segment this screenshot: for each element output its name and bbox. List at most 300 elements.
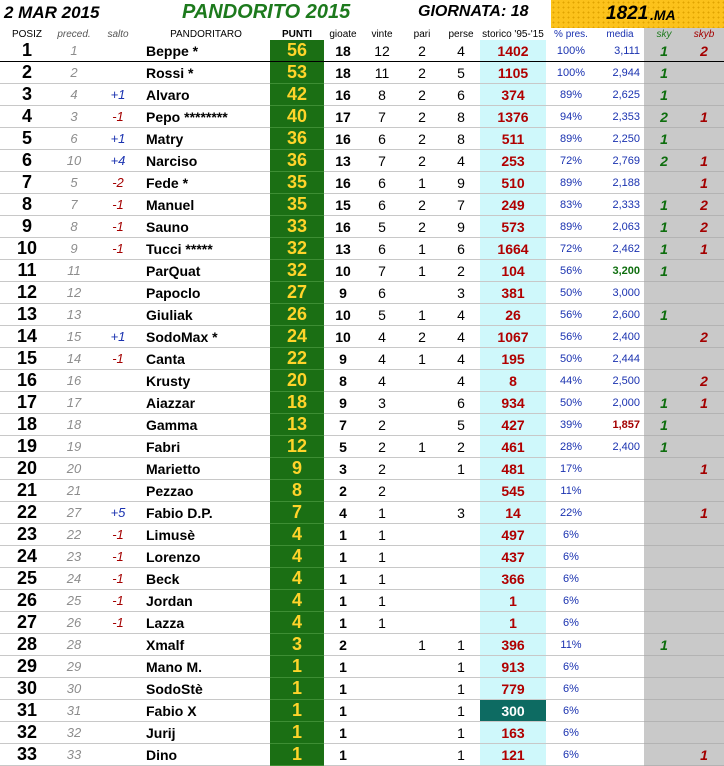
historic-cell: 427 xyxy=(480,414,546,436)
previous-position-cell: 2 xyxy=(54,62,94,84)
sky-cell xyxy=(644,326,684,348)
skyb-cell: 1 xyxy=(684,744,724,766)
table-row xyxy=(0,744,724,766)
won-cell: 6 xyxy=(362,282,402,304)
position-cell: 18 xyxy=(0,414,54,436)
position-cell: 32 xyxy=(0,722,54,744)
sky-cell xyxy=(644,480,684,502)
lost-cell: 9 xyxy=(442,172,480,194)
attendance-cell: 6% xyxy=(546,568,596,590)
points-cell: 33 xyxy=(270,216,324,238)
historic-cell: 573 xyxy=(480,216,546,238)
points-cell: 22 xyxy=(270,348,324,370)
position-change-cell: -1 xyxy=(94,194,142,216)
draw-cell xyxy=(402,480,442,502)
skyb-cell: 1 xyxy=(684,392,724,414)
col-preced: preced. xyxy=(57,28,91,40)
col-giocate: gioate xyxy=(329,28,357,40)
lost-cell: 1 xyxy=(442,722,480,744)
played-cell: 3 xyxy=(324,458,362,480)
played-cell: 17 xyxy=(324,106,362,128)
position-cell: 31 xyxy=(0,700,54,722)
position-change-cell xyxy=(94,40,142,62)
skyb-cell xyxy=(684,128,724,150)
table-row xyxy=(0,194,724,216)
player-name-cell: Aiazzar xyxy=(142,392,270,414)
draw-cell xyxy=(402,546,442,568)
skyb-cell: 2 xyxy=(684,216,724,238)
position-cell: 13 xyxy=(0,304,54,326)
standings-table xyxy=(0,28,724,766)
attendance-cell: 6% xyxy=(546,546,596,568)
average-cell: 2,250 xyxy=(596,128,644,150)
points-cell: 4 xyxy=(270,546,324,568)
previous-position-cell: 9 xyxy=(54,238,94,260)
draw-cell: 1 xyxy=(402,304,442,326)
skyb-cell: 1 xyxy=(684,150,724,172)
draw-cell xyxy=(402,458,442,480)
draw-cell xyxy=(402,678,442,700)
historic-cell: 249 xyxy=(480,194,546,216)
historic-cell: 121 xyxy=(480,744,546,766)
points-cell: 12 xyxy=(270,436,324,458)
player-name-cell: SodoStè xyxy=(142,678,270,700)
table-row xyxy=(0,150,724,172)
won-cell: 5 xyxy=(362,216,402,238)
average-cell xyxy=(596,590,644,612)
skyb-cell xyxy=(684,546,724,568)
previous-position-cell: 22 xyxy=(54,524,94,546)
attendance-cell: 72% xyxy=(546,150,596,172)
previous-position-cell: 29 xyxy=(54,656,94,678)
attendance-cell: 17% xyxy=(546,458,596,480)
table-row xyxy=(0,678,724,700)
col-perse: perse xyxy=(448,28,474,40)
col-storico: storico '95-'15 xyxy=(482,28,544,40)
header-bar xyxy=(0,0,724,28)
points-cell: 53 xyxy=(270,62,324,84)
attendance-cell: 89% xyxy=(546,84,596,106)
col-sky: sky xyxy=(644,28,684,40)
points-cell: 26 xyxy=(270,304,324,326)
sky-cell: 2 xyxy=(644,106,684,128)
lost-cell: 4 xyxy=(442,348,480,370)
lost-cell: 6 xyxy=(442,238,480,260)
position-cell: 15 xyxy=(0,348,54,370)
lost-cell: 1 xyxy=(442,744,480,766)
attendance-cell: 6% xyxy=(546,656,596,678)
player-name-cell: Giuliak xyxy=(142,304,270,326)
position-change-cell: -1 xyxy=(94,524,142,546)
player-name-cell: SodoMax * xyxy=(142,326,270,348)
table-row xyxy=(0,414,724,436)
skyb-cell xyxy=(684,436,724,458)
sky-cell xyxy=(644,590,684,612)
player-name-cell: Alvaro xyxy=(142,84,270,106)
won-cell: 1 xyxy=(362,612,402,634)
points-cell: 27 xyxy=(270,282,324,304)
previous-position-cell: 13 xyxy=(54,304,94,326)
position-change-cell xyxy=(94,304,142,326)
won-cell: 4 xyxy=(362,370,402,392)
previous-position-cell: 6 xyxy=(54,128,94,150)
position-change-cell xyxy=(94,700,142,722)
average-cell: 2,944 xyxy=(596,62,644,84)
average-cell: 2,769 xyxy=(596,150,644,172)
won-cell xyxy=(362,744,402,766)
lost-cell: 5 xyxy=(442,414,480,436)
attendance-cell: 94% xyxy=(546,106,596,128)
position-change-cell xyxy=(94,480,142,502)
lost-cell xyxy=(442,546,480,568)
previous-position-cell: 32 xyxy=(54,722,94,744)
skyb-cell xyxy=(684,282,724,304)
points-cell: 8 xyxy=(270,480,324,502)
sky-cell: 1 xyxy=(644,238,684,260)
player-name-cell: Beck xyxy=(142,568,270,590)
draw-cell xyxy=(402,392,442,414)
player-name-cell: Sauno xyxy=(142,216,270,238)
position-cell: 27 xyxy=(0,612,54,634)
table-row xyxy=(0,546,724,568)
attendance-cell: 56% xyxy=(546,304,596,326)
table-row xyxy=(0,392,724,414)
sky-cell xyxy=(644,546,684,568)
skyb-cell: 1 xyxy=(684,172,724,194)
won-cell: 8 xyxy=(362,84,402,106)
sky-cell xyxy=(644,282,684,304)
sky-cell: 1 xyxy=(644,216,684,238)
sky-cell: 2 xyxy=(644,150,684,172)
average-cell: 2,333 xyxy=(596,194,644,216)
historic-cell: 163 xyxy=(480,722,546,744)
won-cell xyxy=(362,722,402,744)
won-cell: 2 xyxy=(362,458,402,480)
lost-cell: 6 xyxy=(442,392,480,414)
historic-cell: 1 xyxy=(480,590,546,612)
historic-cell: 779 xyxy=(480,678,546,700)
attendance-cell: 6% xyxy=(546,612,596,634)
position-change-cell xyxy=(94,656,142,678)
skyb-cell xyxy=(684,260,724,282)
sky-cell xyxy=(644,370,684,392)
average-cell: 2,000 xyxy=(596,392,644,414)
points-cell: 1 xyxy=(270,744,324,766)
table-row xyxy=(0,348,724,370)
player-name-cell: Fabio X xyxy=(142,700,270,722)
points-cell: 4 xyxy=(270,524,324,546)
skyb-cell xyxy=(684,700,724,722)
table-row xyxy=(0,62,724,84)
skyb-cell xyxy=(684,62,724,84)
draw-cell: 2 xyxy=(402,150,442,172)
table-row xyxy=(0,436,724,458)
attendance-cell: 89% xyxy=(546,172,596,194)
lost-cell: 4 xyxy=(442,150,480,172)
player-name-cell: Canta xyxy=(142,348,270,370)
lost-cell: 8 xyxy=(442,128,480,150)
points-cell: 32 xyxy=(270,260,324,282)
points-cell: 18 xyxy=(270,392,324,414)
played-cell: 1 xyxy=(324,700,362,722)
draw-cell: 1 xyxy=(402,238,442,260)
lost-cell: 3 xyxy=(442,502,480,524)
position-cell: 20 xyxy=(0,458,54,480)
sky-cell xyxy=(644,722,684,744)
sky-cell xyxy=(644,700,684,722)
draw-cell xyxy=(402,414,442,436)
played-cell: 1 xyxy=(324,722,362,744)
previous-position-cell: 26 xyxy=(54,612,94,634)
position-cell: 14 xyxy=(0,326,54,348)
sky-cell: 1 xyxy=(644,414,684,436)
position-cell: 23 xyxy=(0,524,54,546)
skyb-cell: 1 xyxy=(684,458,724,480)
average-cell: 3,111 xyxy=(596,40,644,62)
won-cell xyxy=(362,700,402,722)
draw-cell: 1 xyxy=(402,348,442,370)
table-row xyxy=(0,128,724,150)
score-unit: .MA xyxy=(650,7,676,23)
draw-cell: 2 xyxy=(402,84,442,106)
points-cell: 24 xyxy=(270,326,324,348)
col-salto: salto xyxy=(107,28,129,40)
position-change-cell: +1 xyxy=(94,326,142,348)
skyb-cell: 1 xyxy=(684,238,724,260)
played-cell: 9 xyxy=(324,348,362,370)
skyb-cell xyxy=(684,568,724,590)
lost-cell: 1 xyxy=(442,458,480,480)
table-row xyxy=(0,238,724,260)
attendance-cell: 72% xyxy=(546,238,596,260)
won-cell: 2 xyxy=(362,414,402,436)
won-cell: 7 xyxy=(362,150,402,172)
position-change-cell xyxy=(94,62,142,84)
attendance-cell: 6% xyxy=(546,678,596,700)
average-cell xyxy=(596,678,644,700)
skyb-cell: 1 xyxy=(684,106,724,128)
sky-cell xyxy=(644,502,684,524)
player-name-cell: Manuel xyxy=(142,194,270,216)
played-cell: 18 xyxy=(324,40,362,62)
historic-cell: 300 xyxy=(480,700,546,722)
table-row xyxy=(0,590,724,612)
played-cell: 2 xyxy=(324,634,362,656)
sky-cell xyxy=(644,612,684,634)
won-cell xyxy=(362,634,402,656)
col-media: media xyxy=(606,28,634,40)
attendance-cell: 6% xyxy=(546,744,596,766)
sky-cell: 1 xyxy=(644,128,684,150)
lost-cell: 3 xyxy=(442,282,480,304)
points-cell: 36 xyxy=(270,128,324,150)
lost-cell xyxy=(442,568,480,590)
lost-cell: 1 xyxy=(442,700,480,722)
points-cell: 9 xyxy=(270,458,324,480)
points-cell: 35 xyxy=(270,172,324,194)
played-cell: 8 xyxy=(324,370,362,392)
table-row xyxy=(0,216,724,238)
table-row xyxy=(0,260,724,282)
skyb-cell xyxy=(684,612,724,634)
player-name-cell: Mano M. xyxy=(142,656,270,678)
position-change-cell xyxy=(94,744,142,766)
position-cell: 5 xyxy=(0,128,54,150)
historic-cell: 497 xyxy=(480,524,546,546)
col-punti: PUNTI xyxy=(282,28,312,40)
historic-cell: 26 xyxy=(480,304,546,326)
position-change-cell xyxy=(94,678,142,700)
points-cell: 7 xyxy=(270,502,324,524)
points-cell: 4 xyxy=(270,590,324,612)
attendance-cell: 50% xyxy=(546,348,596,370)
skyb-cell: 1 xyxy=(684,502,724,524)
lost-cell: 5 xyxy=(442,62,480,84)
average-cell xyxy=(596,656,644,678)
table-row xyxy=(0,172,724,194)
historic-cell: 253 xyxy=(480,150,546,172)
position-change-cell xyxy=(94,260,142,282)
position-cell: 10 xyxy=(0,238,54,260)
won-cell: 2 xyxy=(362,480,402,502)
average-cell xyxy=(596,568,644,590)
lost-cell: 9 xyxy=(442,216,480,238)
position-cell: 33 xyxy=(0,744,54,766)
won-cell: 1 xyxy=(362,524,402,546)
won-cell: 1 xyxy=(362,568,402,590)
lost-cell xyxy=(442,524,480,546)
attendance-cell: 56% xyxy=(546,260,596,282)
previous-position-cell: 15 xyxy=(54,326,94,348)
player-name-cell: Gamma xyxy=(142,414,270,436)
average-cell: 2,188 xyxy=(596,172,644,194)
position-cell: 9 xyxy=(0,216,54,238)
historic-cell: 1664 xyxy=(480,238,546,260)
average-cell: 3,200 xyxy=(596,260,644,282)
lost-cell: 8 xyxy=(442,106,480,128)
skyb-cell: 2 xyxy=(684,194,724,216)
standings-body xyxy=(0,40,724,766)
draw-cell: 1 xyxy=(402,172,442,194)
average-cell xyxy=(596,458,644,480)
position-cell: 8 xyxy=(0,194,54,216)
average-cell xyxy=(596,700,644,722)
played-cell: 10 xyxy=(324,326,362,348)
points-cell: 3 xyxy=(270,634,324,656)
position-cell: 1 xyxy=(0,40,54,62)
attendance-cell: 39% xyxy=(546,414,596,436)
draw-cell: 2 xyxy=(402,194,442,216)
position-change-cell xyxy=(94,436,142,458)
skyb-cell: 2 xyxy=(684,370,724,392)
played-cell: 9 xyxy=(324,392,362,414)
points-cell: 13 xyxy=(270,414,324,436)
position-cell: 12 xyxy=(0,282,54,304)
sky-cell xyxy=(644,348,684,370)
position-change-cell: -1 xyxy=(94,106,142,128)
previous-position-cell: 30 xyxy=(54,678,94,700)
points-cell: 32 xyxy=(270,238,324,260)
table-row xyxy=(0,326,724,348)
sky-cell: 1 xyxy=(644,40,684,62)
lost-cell: 4 xyxy=(442,370,480,392)
position-cell: 11 xyxy=(0,260,54,282)
historic-cell: 437 xyxy=(480,546,546,568)
position-change-cell xyxy=(94,282,142,304)
position-change-cell: -1 xyxy=(94,568,142,590)
historic-cell: 195 xyxy=(480,348,546,370)
lost-cell: 7 xyxy=(442,194,480,216)
average-cell xyxy=(596,744,644,766)
previous-position-cell: 31 xyxy=(54,700,94,722)
played-cell: 13 xyxy=(324,150,362,172)
attendance-cell: 100% xyxy=(546,40,596,62)
sky-cell: 1 xyxy=(644,634,684,656)
lost-cell: 1 xyxy=(442,634,480,656)
attendance-cell: 6% xyxy=(546,722,596,744)
historic-cell: 934 xyxy=(480,392,546,414)
lost-cell: 2 xyxy=(442,436,480,458)
attendance-cell: 100% xyxy=(546,62,596,84)
historic-cell: 1105 xyxy=(480,62,546,84)
previous-position-cell: 5 xyxy=(54,172,94,194)
played-cell: 1 xyxy=(324,590,362,612)
sky-cell xyxy=(644,524,684,546)
won-cell: 7 xyxy=(362,106,402,128)
table-row xyxy=(0,634,724,656)
position-change-cell: -2 xyxy=(94,172,142,194)
table-row xyxy=(0,84,724,106)
average-cell: 2,353 xyxy=(596,106,644,128)
position-cell: 19 xyxy=(0,436,54,458)
average-cell: 2,500 xyxy=(596,370,644,392)
position-cell: 22 xyxy=(0,502,54,524)
player-name-cell: Fabio D.P. xyxy=(142,502,270,524)
attendance-cell: 44% xyxy=(546,370,596,392)
player-name-cell: Fabri xyxy=(142,436,270,458)
attendance-cell: 28% xyxy=(546,436,596,458)
played-cell: 9 xyxy=(324,282,362,304)
played-cell: 2 xyxy=(324,480,362,502)
played-cell: 10 xyxy=(324,304,362,326)
draw-cell xyxy=(402,370,442,392)
previous-position-cell: 8 xyxy=(54,216,94,238)
average-cell: 2,400 xyxy=(596,326,644,348)
attendance-cell: 56% xyxy=(546,326,596,348)
player-name-cell: Lazza xyxy=(142,612,270,634)
played-cell: 16 xyxy=(324,84,362,106)
played-cell: 15 xyxy=(324,194,362,216)
player-name-cell: Jordan xyxy=(142,590,270,612)
draw-cell xyxy=(402,502,442,524)
lost-cell xyxy=(442,480,480,502)
skyb-cell xyxy=(684,678,724,700)
skyb-cell xyxy=(684,304,724,326)
historic-cell: 481 xyxy=(480,458,546,480)
historic-cell: 366 xyxy=(480,568,546,590)
won-cell: 5 xyxy=(362,304,402,326)
sky-cell xyxy=(644,568,684,590)
position-change-cell: +5 xyxy=(94,502,142,524)
played-cell: 4 xyxy=(324,502,362,524)
played-cell: 1 xyxy=(324,546,362,568)
won-cell: 6 xyxy=(362,128,402,150)
points-cell: 1 xyxy=(270,678,324,700)
sky-cell xyxy=(644,172,684,194)
sky-cell xyxy=(644,744,684,766)
draw-cell xyxy=(402,612,442,634)
player-name-cell: Krusty xyxy=(142,370,270,392)
